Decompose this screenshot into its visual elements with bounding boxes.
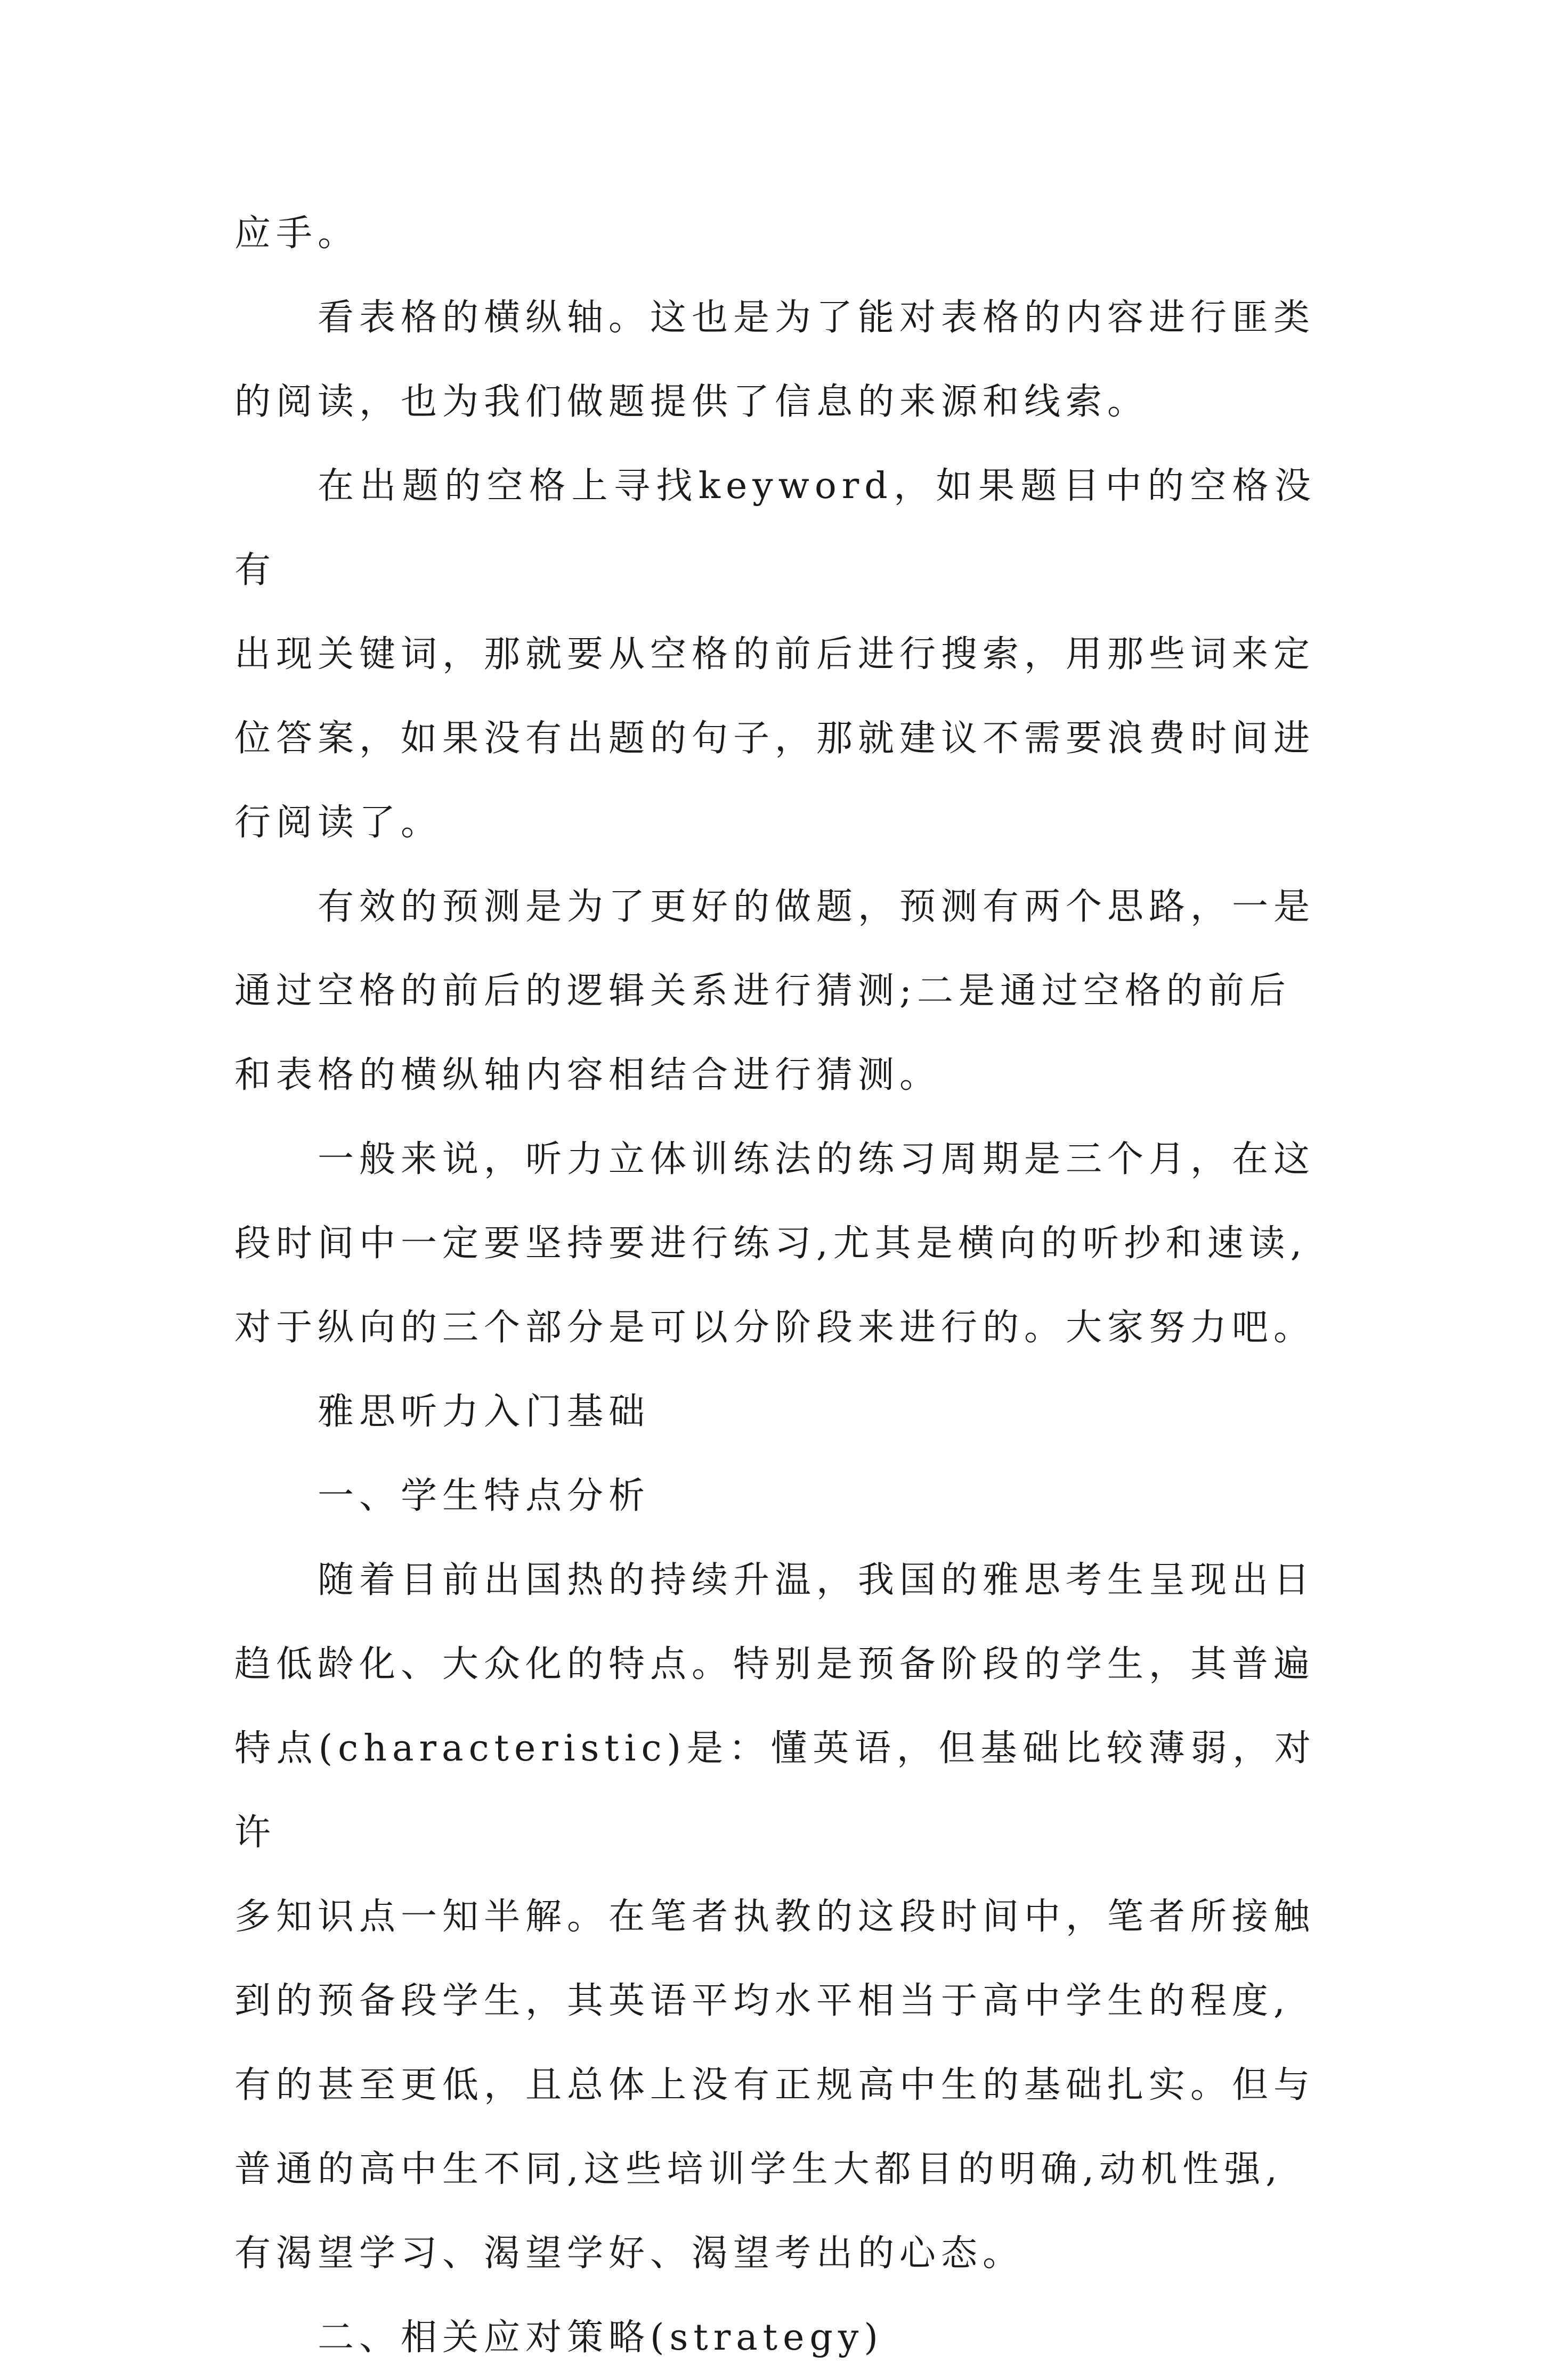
text-line: 应手。 (234, 213, 360, 255)
text-line: 普通的高中生不同,这些培训学生大都目的明确,动机性强, (234, 2148, 1283, 2190)
text-line: 行阅读了。 (234, 802, 443, 844)
text-line: 有效的预测是为了更好的做题，预测有两个思路，一是 (318, 886, 1316, 928)
text-line: 一、学生特点分析 (318, 1475, 651, 1517)
text-line: 和表格的横纵轴内容相结合进行猜测。 (234, 1054, 942, 1096)
text-line: 段时间中一定要坚持要进行练习,尤其是横向的听抄和速读, (234, 1222, 1308, 1265)
subsection-heading-2 (234, 2296, 1316, 2380)
paragraph-1 (234, 192, 1316, 276)
text-line: 二、相关应对策略(strategy) (318, 2317, 883, 2359)
text-line: 出现关键词，那就要从空格的前后进行搜索，用那些词来定 (234, 633, 1316, 675)
text-line: 雅思听力入门基础 (318, 1391, 651, 1433)
text-line: 趋低龄化、大众化的特点。特别是预备阶段的学生，其普遍 (234, 1643, 1316, 1685)
text-line: 随着目前出国热的持续升温，我国的雅思考生呈现出日 (318, 1559, 1316, 1601)
text-line: 位答案，如果没有出题的句子，那就建议不需要浪费时间进 (234, 718, 1316, 760)
text-line: 通过空格的前后的逻辑关系进行猜测;二是通过空格的前后 (234, 970, 1291, 1012)
document-body (234, 192, 1316, 2380)
text-line: 对于纵向的三个部分是可以分阶段来进行的。大家努力吧。 (234, 1307, 1316, 1349)
text-line: 看表格的横纵轴。这也是为了能对表格的内容进行匪类 (318, 297, 1316, 339)
subsection-heading-1 (234, 1454, 1316, 1538)
paragraph-2 (234, 276, 1316, 444)
text-line: 多知识点一知半解。在笔者执教的这段时间中，笔者所接触 (234, 1896, 1316, 1938)
paragraph-3 (234, 444, 1316, 865)
text-line: 一般来说，听力立体训练法的练习周期是三个月，在这 (318, 1138, 1316, 1180)
text-line: 特点(characteristic)是：懂英语，但基础比较薄弱，对许 (234, 1727, 1316, 1854)
text-line: 有的甚至更低，且总体上没有正规高中生的基础扎实。但与 (234, 2064, 1316, 2106)
text-line: 到的预备段学生，其英语平均水平相当于高中学生的程度, (234, 1980, 1291, 2022)
paragraph-5 (234, 1118, 1316, 1370)
section-title (234, 1370, 1316, 1454)
text-line: 的阅读，也为我们做题提供了信息的来源和线索。 (234, 381, 1149, 423)
paragraph-8 (234, 1538, 1316, 2296)
text-line: 在出题的空格上寻找keyword，如果题目中的空格没有 (234, 465, 1316, 591)
text-line: 有渴望学习、渴望学好、渴望考出的心态。 (234, 2232, 1025, 2275)
paragraph-4 (234, 865, 1316, 1118)
